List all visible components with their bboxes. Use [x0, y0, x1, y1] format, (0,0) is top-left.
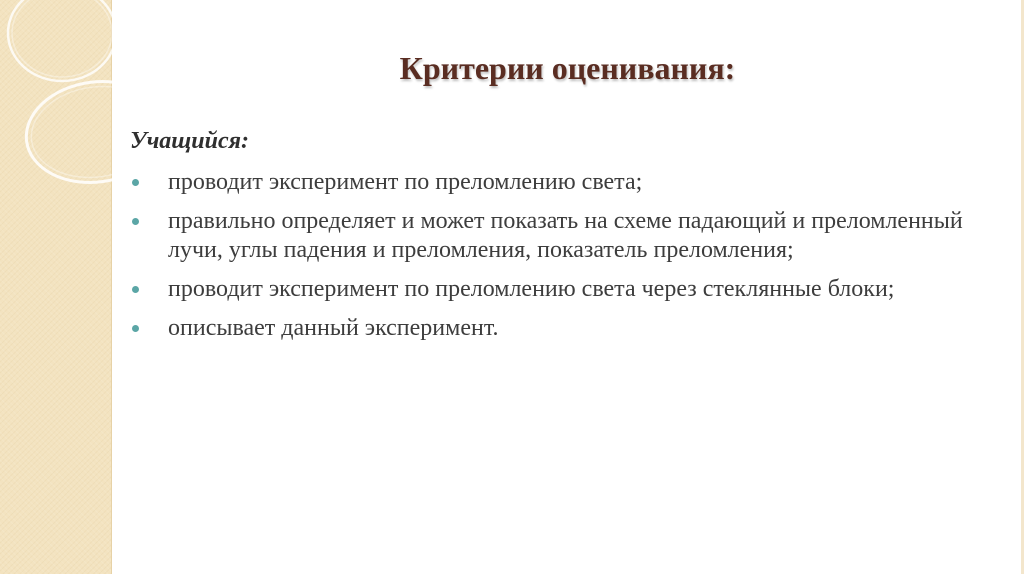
list-item-text: правильно определяет и может показать на схеме падающий и преломленный лучи, углы падения и преломления, показатель преломления;	[168, 208, 963, 263]
list-item-text: описывает данный эксперимент.	[168, 315, 499, 341]
list-item-text: проводит эксперимент по преломлению света через стеклянные блоки;	[168, 276, 895, 302]
bullet-icon	[132, 179, 139, 186]
subtitle: Учащийся:	[130, 128, 249, 154]
bullet-icon	[132, 286, 139, 293]
list-item	[130, 207, 1000, 265]
slide-content	[130, 127, 1000, 353]
list-item	[130, 168, 1000, 197]
list-item	[130, 275, 1000, 304]
bullet-icon	[132, 218, 139, 225]
list-item	[130, 314, 1000, 343]
criteria-list	[130, 168, 1000, 343]
decorative-side-panel	[0, 0, 112, 574]
slide-title: Критерии оценивания:	[399, 50, 736, 86]
list-item-text: проводит эксперимент по преломлению света;	[168, 169, 643, 195]
bullet-icon	[132, 325, 139, 332]
